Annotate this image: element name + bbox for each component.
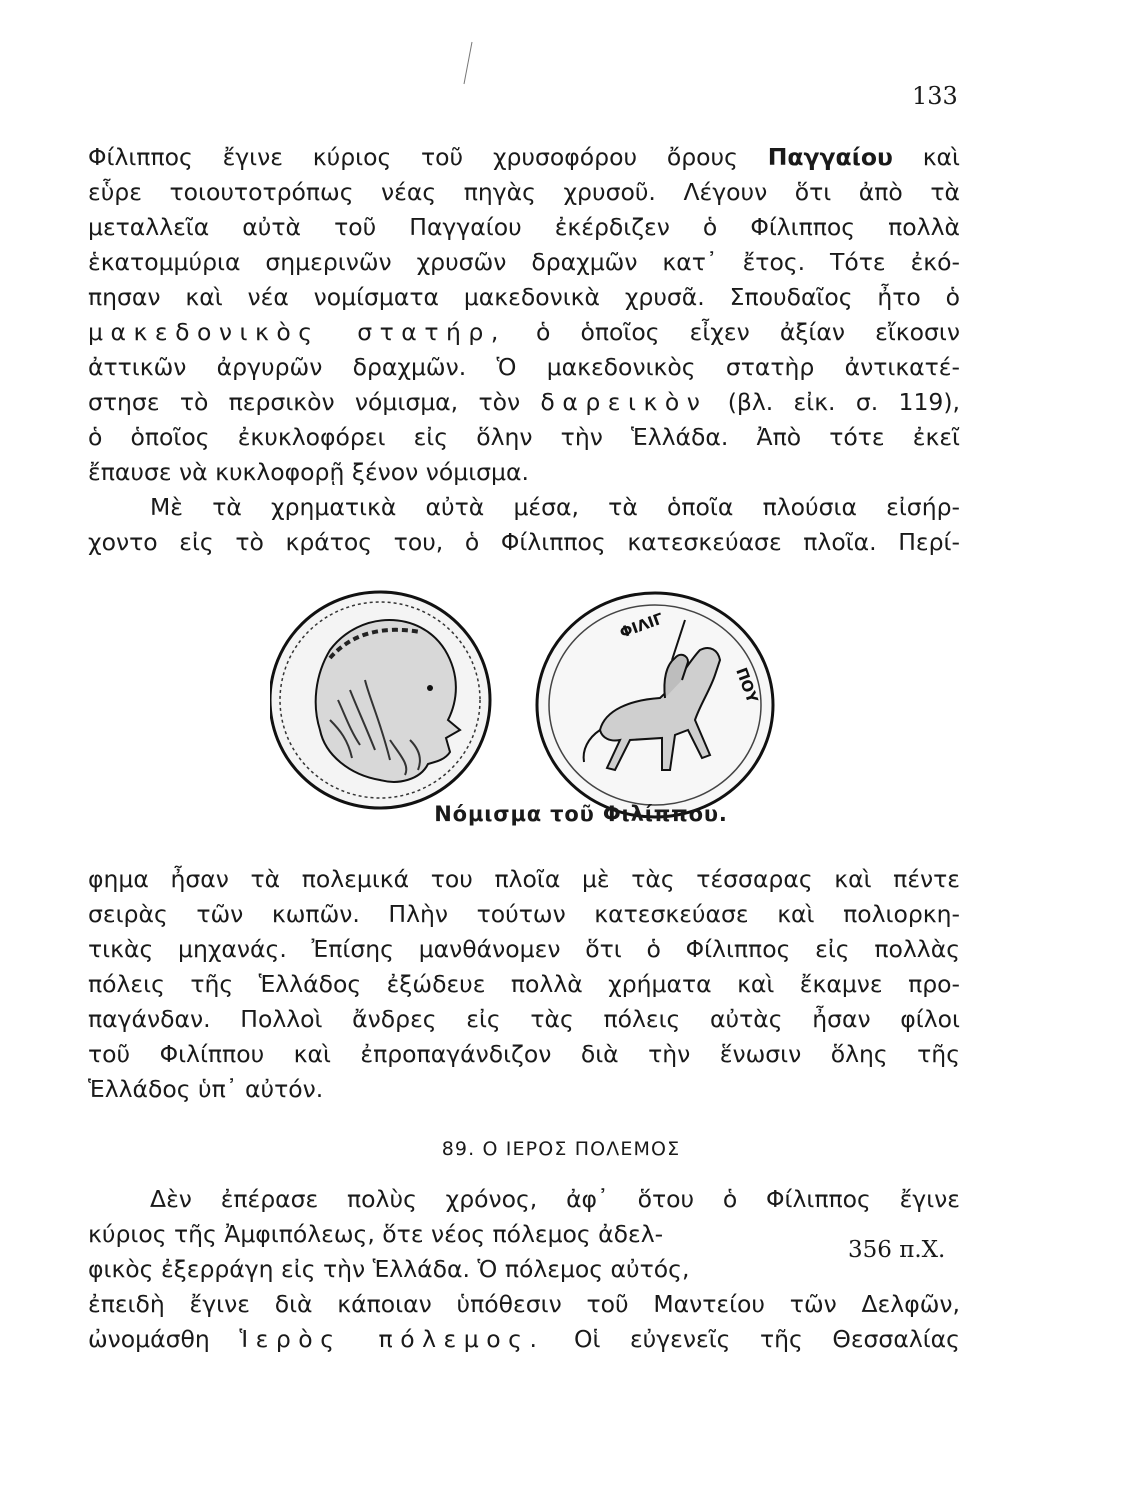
paragraph-line: σειρὰς τῶν κωπῶν. Πλὴν τούτων κατεσκεύασε καὶ πολιορκη- xyxy=(88,900,960,928)
paragraph-line: χοντο εἰς τὸ κράτος του, ὁ Φίλιππος κατεσκεύασε πλοῖα. Περί- xyxy=(88,528,960,556)
paragraph-line: ὁ ὁποῖος ἐκυκλοφόρει εἰς ὅλην τὴν Ἑλλάδα. Ἀπὸ τότε ἐκεῖ xyxy=(88,423,960,451)
paragraph-line: φημα ἦσαν τὰ πολεμικά του πλοῖα μὲ τὰς τέσσαρας καὶ πέντε xyxy=(88,865,960,893)
paragraph-line: ἑκατομμύρια σημερινῶν χρυσῶν δραχμῶν κατ᾽ ἔτος. Τότε ἐκό- xyxy=(88,248,960,276)
paragraph-line: Δὲν ἐπέρασε πολὺς χρόνος, ἀφ᾽ ὅτου ὁ Φίλιππος ἔγινε xyxy=(150,1185,960,1213)
spaced-holy-war: Ἱερὸς πόλεμος. xyxy=(239,1325,545,1353)
paragraph-line: στησε τὸ περσικὸν νόμισμα, τὸν δαρεικὸν (βλ. εἰκ. σ. 119), xyxy=(88,388,960,416)
paragraph-line: εὗρε τοιουτοτρόπως νέας πηγὰς χρυσοῦ. Λέγουν ὅτι ἀπὸ τὰ xyxy=(88,178,960,206)
paragraph-line: μεταλλεῖα αὐτὰ τοῦ Παγγαίου ἐκέρδιζεν ὁ Φίλιππος πολλὰ xyxy=(88,213,960,241)
figure-reference: (βλ. εἰκ. σ. 119), xyxy=(727,388,960,416)
margin-date: 356 π.Χ. xyxy=(848,1237,946,1263)
figure-caption-wrap xyxy=(0,802,1122,826)
spaced-stater: μακεδονικὸς στατήρ, xyxy=(88,318,506,346)
paragraph-1 xyxy=(88,140,960,490)
bold-word-paggaiou: Παγγαίου xyxy=(767,143,893,171)
coin-reverse xyxy=(537,593,773,817)
coin-illustration xyxy=(270,580,790,820)
paragraph-line: τικὰς μηχανάς. Ἐπίσης μανθάνομεν ὅτι ὁ Φίλιππος εἰς πολλὰς xyxy=(88,935,960,963)
paragraph-line: ὠνομάσθη Ἱερὸς πόλεμος. Οἱ εὐγενεῖς τῆς Θεσσαλίας xyxy=(88,1325,960,1353)
scratch-mark xyxy=(462,40,474,86)
paragraph-line: τοῦ Φιλίππου καὶ ἐπροπαγάνδιζον διὰ τὴν ἕνωσιν ὅλης τῆς xyxy=(88,1040,960,1068)
figure-caption: Νόμισμα τοῦ Φιλίππου. xyxy=(434,802,728,826)
paragraph-line: Μὲ τὰ χρηματικὰ αὐτὰ μέσα, τὰ ὁποῖα πλούσια εἰσήρ- xyxy=(150,493,960,521)
coin-legend-right: ΠΟΥ xyxy=(732,665,762,706)
paragraph-line: φικὸς ἐξερράγη εἰς τὴν Ἑλλάδα. Ὁ πόλεμος αὐτός, xyxy=(88,1255,690,1283)
section-heading: 89. Ο ΙΕΡΟΣ ΠΟΛΕΜΟΣ xyxy=(441,1138,681,1160)
paragraph-line: Ἑλλάδος ὑπ᾽ αὐτόν. xyxy=(88,1075,324,1103)
paragraph-line: πησαν καὶ νέα νομίσματα μακεδονικὰ χρυσᾶ. Σπουδαῖος ἦτο ὁ xyxy=(88,283,960,311)
paragraph-3 xyxy=(88,862,960,1107)
paragraph-line: ἀττικῶν ἀργυρῶν δραχμῶν. Ὁ μακεδονικὸς στατὴρ ἀντικατέ- xyxy=(88,353,960,381)
spaced-dareikon: δαρεικὸν xyxy=(540,388,708,416)
paragraph-2 xyxy=(88,490,960,560)
paragraph-line: ἔπαυσε νὰ κυκλοφορῇ ξένον νόμισμα. xyxy=(88,458,529,486)
paragraph-line: Φίλιππος ἔγινε κύριος τοῦ χρυσοφόρου ὄρους Παγγαίου καὶ xyxy=(88,143,960,171)
paragraph-line: ἐπειδὴ ἔγινε διὰ κάποιαν ὑπόθεσιν τοῦ Μαντείου τῶν Δελφῶν, xyxy=(88,1290,960,1318)
paragraph-line: μακεδονικὸς στατήρ, ὁ ὁποῖος εἶχεν ἀξίαν εἴκοσιν xyxy=(88,318,960,346)
page-number: 133 xyxy=(912,82,958,110)
coin-legend-left: ΦΙΛΙΓ xyxy=(617,609,666,642)
paragraph-4 xyxy=(88,1182,960,1357)
paragraph-line: πόλεις τῆς Ἑλλάδος ἐξώδευε πολλὰ χρήματα καὶ ἔκαμνε προ- xyxy=(88,970,960,998)
paragraph-line: παγάνδαν. Πολλοὶ ἄνδρες εἰς τὰς πόλεις αὐτὰς ἦσαν φίλοι xyxy=(88,1005,960,1033)
coin-obverse xyxy=(270,592,490,808)
paragraph-line: κύριος τῆς Ἀμφιπόλεως, ὅτε νέος πόλεμος ἀδελ- xyxy=(88,1220,664,1248)
